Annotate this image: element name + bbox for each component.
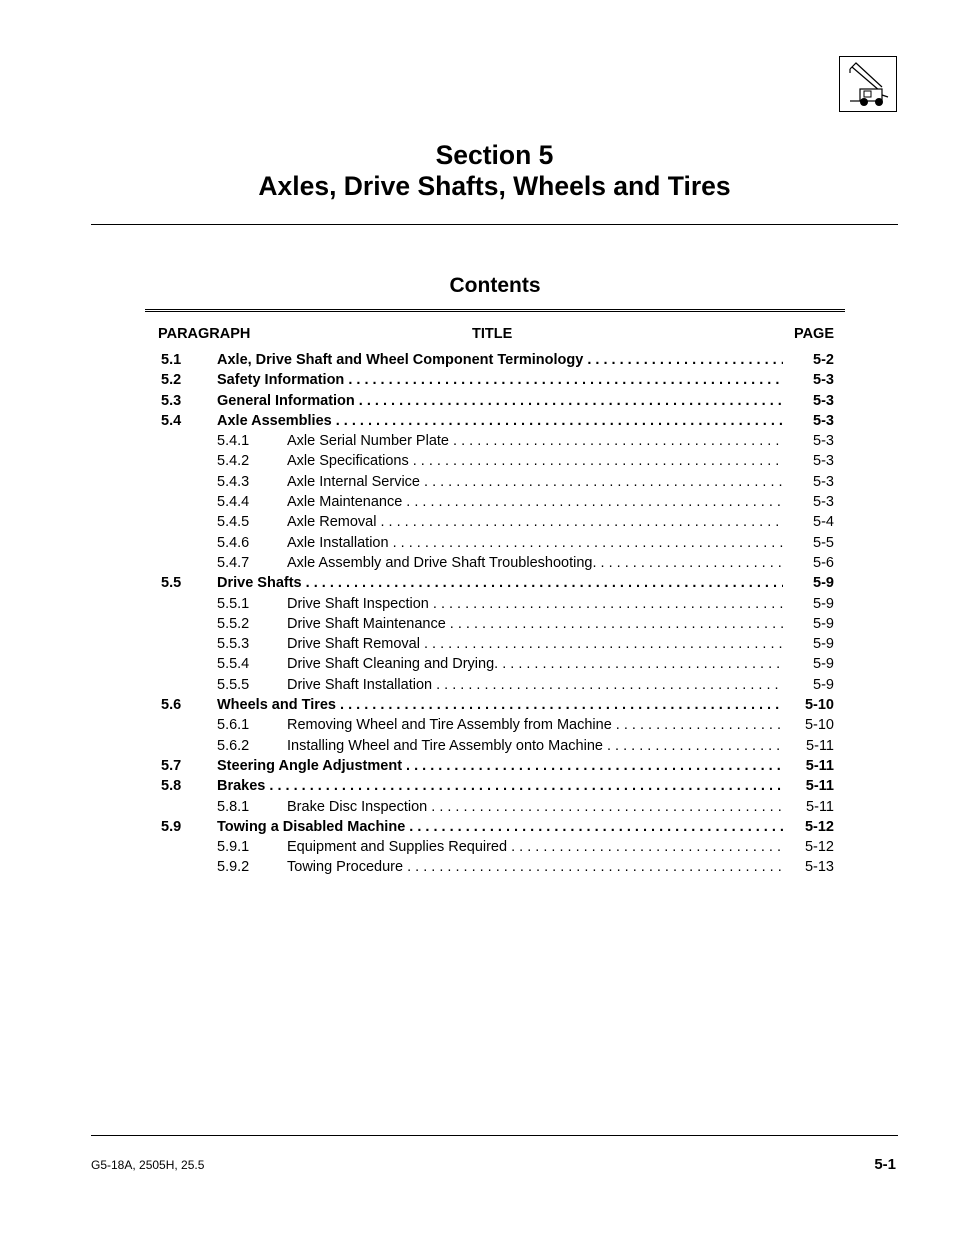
- header-divider: [91, 224, 898, 225]
- section-title: Section 5: [435, 140, 554, 170]
- toc-entry[interactable]: [0, 776, 954, 796]
- contents-heading: Contents: [449, 274, 541, 297]
- toc-entry-title: Safety Information . . .: [217, 370, 783, 390]
- toc-entry-number: 5.5.4: [217, 656, 250, 673]
- toc-entry[interactable]: [0, 695, 954, 715]
- toc-entry[interactable]: [0, 391, 954, 411]
- table-of-contents: [0, 350, 954, 878]
- toc-entry-number: 5.9.1: [217, 839, 250, 856]
- toc-entry-title: Axle Removal . . .: [287, 512, 783, 532]
- toc-entry-page: 5-9: [813, 575, 834, 592]
- toc-entry-title: Drive Shaft Installation . . .: [287, 675, 783, 695]
- toc-entry[interactable]: [0, 472, 954, 492]
- section-title-block: [91, 140, 898, 202]
- toc-entry[interactable]: [0, 411, 954, 431]
- section-subtitle: Axles, Drive Shafts, Wheels and Tires: [258, 171, 731, 201]
- toc-entry-title: Axle Assemblies . . .: [217, 411, 783, 431]
- toc-entry-page: 5-12: [804, 839, 834, 856]
- toc-entry-title: Drive Shaft Maintenance . . .: [287, 614, 783, 634]
- toc-entry-number: 5.9.2: [217, 859, 250, 876]
- toc-entry-title: Towing Procedure . . .: [287, 857, 783, 877]
- toc-entry[interactable]: [0, 654, 954, 674]
- toc-entry-number: 5.1: [161, 352, 182, 368]
- column-header-page: PAGE: [793, 326, 834, 342]
- toc-entry-number: 5.6.1: [217, 717, 250, 734]
- toc-entry-page: 5-4: [813, 514, 834, 531]
- toc-entry-title: Axle Internal Service . . .: [287, 472, 783, 492]
- toc-entry[interactable]: [0, 553, 954, 573]
- toc-entry-page: 5-9: [813, 636, 834, 653]
- toc-entry-title: Axle, Drive Shaft and Wheel Component Terminology . . .: [217, 350, 783, 370]
- toc-entry-page: 5-11: [805, 778, 834, 795]
- toc-entry-page: 5-11: [806, 737, 834, 754]
- toc-entry-page: 5-9: [813, 595, 834, 612]
- telehandler-logo: [839, 56, 897, 112]
- toc-entry-page: 5-12: [804, 818, 834, 835]
- toc-entry[interactable]: [0, 533, 954, 553]
- toc-entry-number: 5.7: [161, 757, 182, 774]
- toc-entry-title: Drive Shafts . . .: [217, 573, 783, 593]
- column-header-paragraph: PARAGRAPH: [158, 326, 251, 342]
- toc-entry-number: 5.4: [161, 412, 182, 429]
- toc-entry[interactable]: [0, 370, 954, 390]
- toc-entry[interactable]: [0, 817, 954, 837]
- toc-entry-number: 5.8: [161, 778, 182, 795]
- toc-entry-title: Drive Shaft Removal . . .: [287, 634, 783, 654]
- toc-entry-title: Steering Angle Adjustment . . .: [217, 756, 783, 776]
- toc-entry[interactable]: [0, 756, 954, 776]
- toc-entry-page: 5-3: [813, 453, 834, 470]
- toc-entry-number: 5.9: [161, 818, 182, 835]
- toc-entry-title: Drive Shaft Inspection . . .: [287, 594, 783, 614]
- toc-entry-page: 5-9: [813, 615, 834, 632]
- toc-entry[interactable]: [0, 715, 954, 735]
- toc-entry-title: Brakes . . .: [217, 776, 783, 796]
- toc-entry-number: 5.4.4: [217, 494, 250, 511]
- toc-entry[interactable]: [0, 512, 954, 532]
- toc-entry-page: 5-6: [813, 554, 834, 571]
- toc-entry[interactable]: [0, 451, 954, 471]
- toc-entry-page: 5-3: [813, 372, 834, 389]
- toc-entry[interactable]: [0, 594, 954, 614]
- toc-entry-number: 5.2: [161, 372, 182, 389]
- toc-entry-page: 5-10: [804, 697, 834, 714]
- toc-entry-number: 5.4.5: [217, 514, 250, 531]
- toc-entry-title: Axle Assembly and Drive Shaft Troubleshooting. . . .: [287, 553, 783, 573]
- toc-entry-page: 5-13: [804, 859, 834, 876]
- toc-entry-title: Drive Shaft Cleaning and Drying. . . .: [287, 654, 783, 674]
- toc-entry-number: 5.5: [161, 575, 182, 592]
- toc-entry-number: 5.4.3: [217, 473, 250, 490]
- toc-entry-title: Axle Maintenance . . .: [287, 492, 783, 512]
- toc-entry-title: Axle Serial Number Plate . . .: [287, 431, 783, 451]
- page-number: 5-1: [874, 1156, 896, 1173]
- toc-entry-page: 5-3: [813, 473, 834, 490]
- toc-entry[interactable]: [0, 492, 954, 512]
- telehandler-icon: [840, 57, 896, 111]
- toc-entry-page: 5-11: [806, 798, 834, 815]
- footer-divider: [91, 1135, 898, 1136]
- toc-entry[interactable]: [0, 837, 954, 857]
- toc-entry-number: 5.5.1: [217, 595, 250, 612]
- toc-entry-number: 5.6.2: [217, 737, 250, 754]
- toc-entry-number: 5.4.2: [217, 453, 250, 470]
- toc-entry-title: Towing a Disabled Machine . . .: [217, 817, 783, 837]
- toc-entry-number: 5.3: [161, 392, 182, 409]
- toc-entry-page: 5-3: [813, 433, 834, 450]
- document-code: G5-18A, 2505H, 25.5: [91, 1158, 205, 1172]
- toc-entry-title: Axle Specifications . . .: [287, 451, 783, 471]
- toc-entry[interactable]: [0, 675, 954, 695]
- toc-entry-page: 5-11: [805, 757, 834, 774]
- toc-entry[interactable]: [0, 736, 954, 756]
- toc-entry-title: Installing Wheel and Tire Assembly onto Machine . . .: [287, 736, 783, 756]
- toc-entry-number: 5.4.1: [217, 433, 250, 450]
- toc-entry-page: 5-3: [813, 392, 834, 409]
- toc-entry-number: 5.5.2: [217, 615, 250, 632]
- toc-entry[interactable]: [0, 573, 954, 593]
- contents-divider: [145, 309, 845, 312]
- toc-entry-page: 5-2: [813, 352, 834, 368]
- toc-entry-page: 5-5: [813, 534, 834, 551]
- toc-entry[interactable]: [0, 431, 954, 451]
- toc-entry-page: 5-9: [813, 676, 834, 693]
- toc-entry-number: 5.5.3: [217, 636, 250, 653]
- toc-entry[interactable]: [0, 857, 954, 877]
- toc-entry-number: 5.5.5: [217, 676, 250, 693]
- toc-entry-title: Wheels and Tires . . .: [217, 695, 783, 715]
- column-header-title: TITLE: [472, 326, 513, 342]
- toc-entry[interactable]: [0, 614, 954, 634]
- toc-entry-title: Brake Disc Inspection . . .: [287, 797, 783, 817]
- toc-entry[interactable]: [0, 350, 954, 370]
- toc-entry-title: Removing Wheel and Tire Assembly from Machine . . .: [287, 715, 783, 735]
- toc-entry-page: 5-10: [804, 717, 834, 734]
- toc-entry-title: General Information . . .: [217, 391, 783, 411]
- toc-entry-title: Axle Installation . . .: [287, 533, 783, 553]
- toc-entry-number: 5.6: [161, 697, 182, 714]
- toc-entry-page: 5-3: [813, 494, 834, 511]
- toc-entry-number: 5.4.7: [217, 554, 250, 571]
- toc-entry-number: 5.4.6: [217, 534, 250, 551]
- toc-entry-page: 5-3: [813, 412, 834, 429]
- toc-entry-number: 5.8.1: [217, 798, 250, 815]
- toc-entry[interactable]: [0, 634, 954, 654]
- toc-entry-page: 5-9: [813, 656, 834, 673]
- toc-entry[interactable]: [0, 797, 954, 817]
- toc-entry-title: Equipment and Supplies Required . . .: [287, 837, 783, 857]
